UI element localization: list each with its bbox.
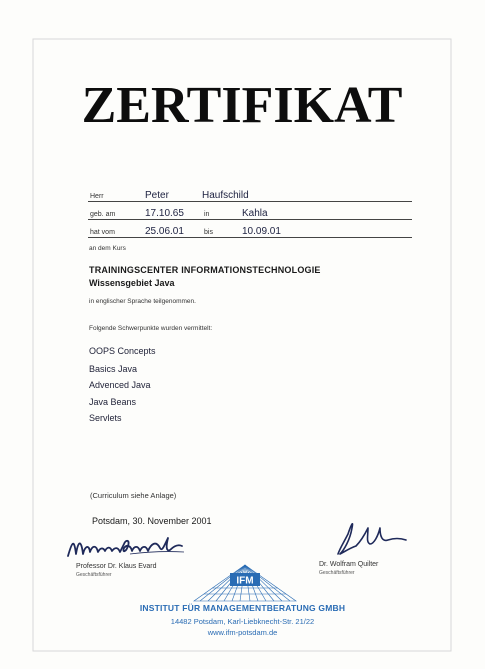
- certificate-title: ZERTIFIKAT: [81, 77, 403, 134]
- from-date: 25.06.01: [145, 226, 184, 237]
- period-line: [88, 237, 412, 238]
- topic-item: Basics Java: [89, 364, 138, 374]
- first-name: Peter: [145, 190, 169, 201]
- right-signer-name: Dr. Wolfram Quilter: [319, 561, 379, 568]
- born-label: geb. am: [90, 211, 116, 218]
- course-intro: an dem Kurs: [89, 245, 126, 252]
- curriculum-note: (Curriculum siehe Anlage): [90, 491, 177, 500]
- to-date: 10.09.01: [242, 226, 281, 237]
- topic-item: Java Beans: [89, 397, 137, 407]
- institute-website: www.ifm-potsdam.de: [207, 628, 278, 637]
- left-signature: [66, 532, 196, 564]
- right-signature: [330, 514, 420, 560]
- born-place: Kahla: [242, 208, 268, 219]
- birth-row: [88, 204, 412, 220]
- institute-name: INSTITUT FÜR MANAGEMENTBERATUNG GMBH: [139, 603, 346, 613]
- from-label: hat vom: [90, 229, 115, 236]
- born-in-label: in: [204, 211, 210, 218]
- name-line: [88, 201, 412, 202]
- salutation-label: Herr: [90, 193, 104, 200]
- course-title: TRAININGSCENTER INFORMATIONSTECHNOLOGIE: [89, 265, 321, 275]
- topics-intro: Folgende Schwerpunkte wurden vermittelt:: [89, 325, 213, 332]
- topic-item: OOPS Concepts: [89, 346, 156, 356]
- institute-address: 14482 Potsdam, Karl-Liebknecht-Str. 21/22: [170, 617, 315, 626]
- language-note: in englischer Sprache teilgenommen.: [89, 298, 196, 305]
- left-signer-role: Geschäftsführer: [76, 572, 112, 578]
- course-subject: Wissensgebiet Java: [89, 278, 175, 288]
- ifm-logo: [190, 563, 300, 603]
- topic-item: Servlets: [89, 413, 122, 423]
- left-signer-name: Professor Dr. Klaus Evard: [76, 563, 157, 570]
- period-row: [88, 222, 412, 238]
- topic-item: Advenced Java: [89, 380, 151, 390]
- birth-line: [88, 219, 412, 220]
- born-date: 17.10.65: [145, 208, 184, 219]
- right-signer-role: Geschäftsführer: [319, 570, 355, 576]
- place-date: Potsdam, 30. November 2001: [92, 516, 212, 526]
- to-label: bis: [204, 229, 213, 236]
- name-row: [88, 186, 412, 202]
- logo-wordmark: IFM: [236, 575, 254, 587]
- last-name: Haufschild: [202, 190, 249, 201]
